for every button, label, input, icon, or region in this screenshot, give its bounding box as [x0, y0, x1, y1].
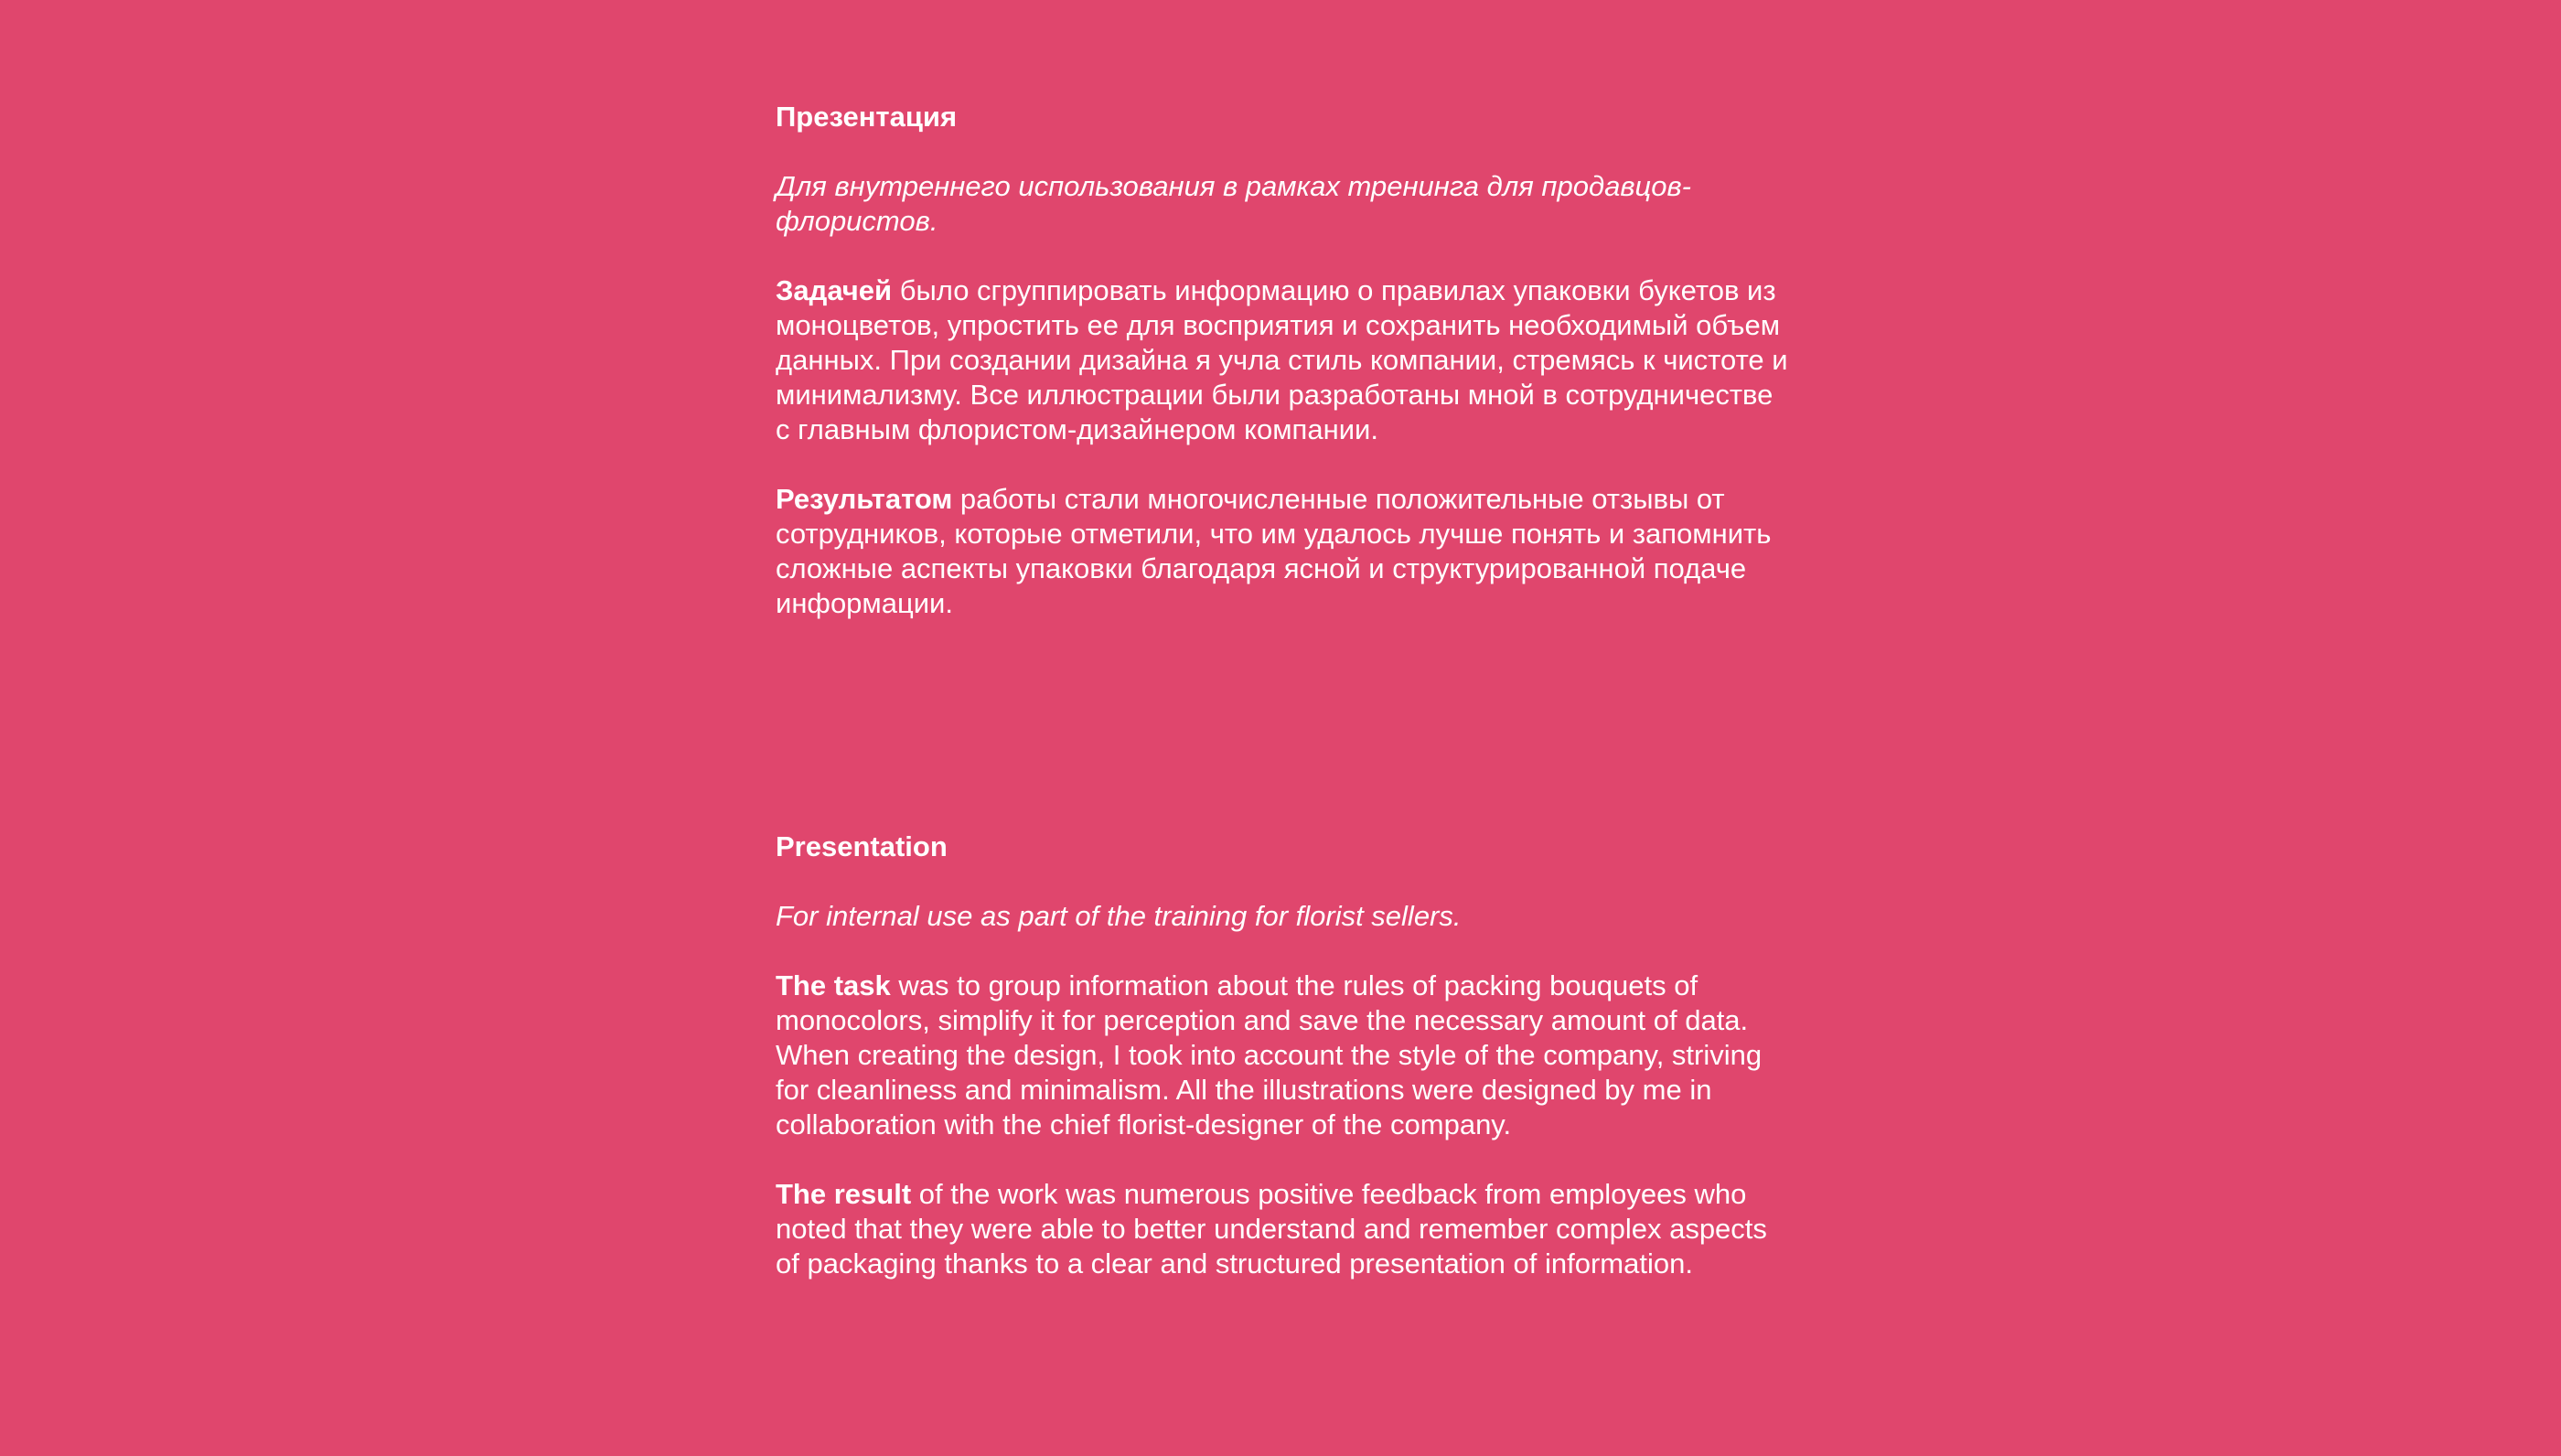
- en-result-lead: The result: [776, 1178, 912, 1210]
- en-task-paragraph: [776, 969, 1791, 1142]
- ru-task-paragraph: [776, 273, 1791, 447]
- ru-result-text: работы стали многочисленные положительные отзывы от сотрудников, которые отметили, что им удалось лучше понять и запомнить сложные аспекты упаковки благодаря ясной и структурированной подаче информации.: [776, 483, 1772, 619]
- english-description: [776, 830, 1791, 1281]
- en-heading: Presentation: [776, 830, 948, 862]
- en-subtitle: For internal use as part of the training for florist sellers.: [776, 900, 1462, 932]
- en-task-lead: The task: [776, 969, 891, 1001]
- ru-task-lead: Задачей: [776, 274, 893, 306]
- en-result-text: of the work was numerous positive feedback from employees who noted that they were able to better understand and remember complex aspects of packaging thanks to a clear and structured presentation of information.: [776, 1178, 1767, 1279]
- ru-result-lead: Результатом: [776, 483, 953, 515]
- ru-result-paragraph: [776, 482, 1791, 621]
- ru-task-text: было сгруппировать информацию о правилах упаковки букетов из моноцветов, упростить ее для восприятия и сохранить необходимый объем данных. При создании дизайна я учла стиль компании, стремясь к чистоте и минимализму. Все иллюстрации были разработаны мной в сотрудничестве с главным флористом-дизайнером компании.: [776, 274, 1788, 445]
- russian-description: [776, 100, 1791, 621]
- en-result-paragraph: [776, 1177, 1791, 1281]
- en-task-text: was to group information about the rules of packing bouquets of monocolors, simplify it for perception and save the necessary amount of data. When creating the design, I took into account the style of the company, striving for cleanliness and minimalism. All the illustrations were designed by me in collaboration with the chief florist-designer of the company.: [776, 969, 1763, 1140]
- ru-subtitle: Для внутреннего использования в рамках тренинга для продавцов-флористов.: [776, 170, 1691, 237]
- ru-heading: Презентация: [776, 101, 958, 133]
